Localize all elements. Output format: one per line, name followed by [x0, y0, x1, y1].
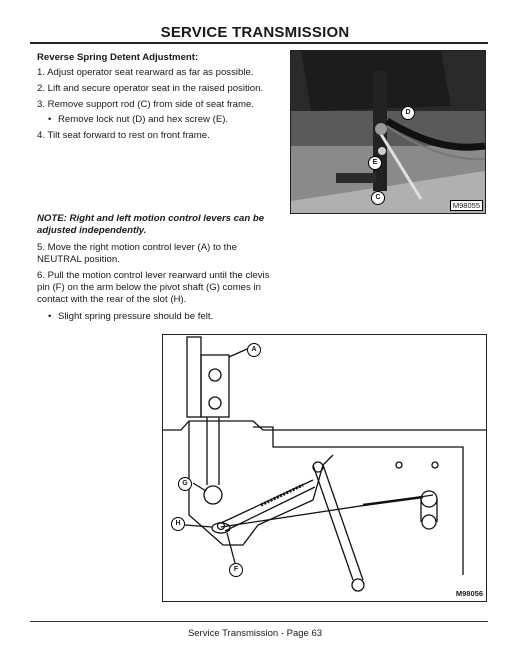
linkage-diagram	[162, 334, 487, 602]
step-3-bullet: • Remove lock nut (D) and hex screw (E).	[58, 114, 228, 126]
callout-h: H	[171, 517, 185, 531]
step-6-line-2: pin (F) on the arm below the pivot shaft (G) comes in	[37, 282, 261, 293]
seat-frame-illustration	[291, 51, 485, 213]
step-5-line-2: NEUTRAL position.	[37, 254, 120, 265]
linkage-illustration	[163, 335, 486, 601]
step-2: 2. Lift and secure operator seat in the raised position.	[37, 83, 264, 94]
step-6-line-3: contact with the rear of the slot (H).	[37, 294, 187, 305]
step-3: 3. Remove support rod (C) from side of seat frame.	[37, 99, 255, 110]
step-1: 1. Adjust operator seat rearward as far as possible.	[37, 67, 254, 78]
step-5-line-1: 5. Move the right motion control lever (A) to the	[37, 242, 237, 253]
callout-f: F	[229, 563, 243, 577]
note-line-2: adjusted independently.	[37, 225, 147, 236]
step-4: 4. Tilt seat forward to rest on front frame.	[37, 130, 210, 141]
seat-frame-photo	[290, 50, 486, 214]
title-rule	[30, 42, 488, 44]
callout-c: C	[371, 191, 385, 205]
footer-rule	[30, 621, 488, 622]
page-title: SERVICE TRANSMISSION	[160, 24, 350, 41]
callout-a: A	[247, 343, 261, 357]
callout-e: E	[368, 156, 382, 170]
step-6-bullet: • Slight spring pressure should be felt.	[58, 311, 213, 323]
page-footer: Service Transmission - Page 63	[187, 628, 323, 639]
note-line-1: NOTE: Right and left motion control levers can be	[37, 213, 265, 224]
callout-g: G	[178, 477, 192, 491]
callout-d: D	[401, 106, 415, 120]
figure1-code: M98055	[450, 200, 483, 211]
section-heading: Reverse Spring Detent Adjustment:	[37, 52, 199, 63]
figure2-code: M98056	[455, 589, 483, 598]
step-6-line-1: 6. Pull the motion control lever rearward until the clevis	[37, 270, 270, 281]
